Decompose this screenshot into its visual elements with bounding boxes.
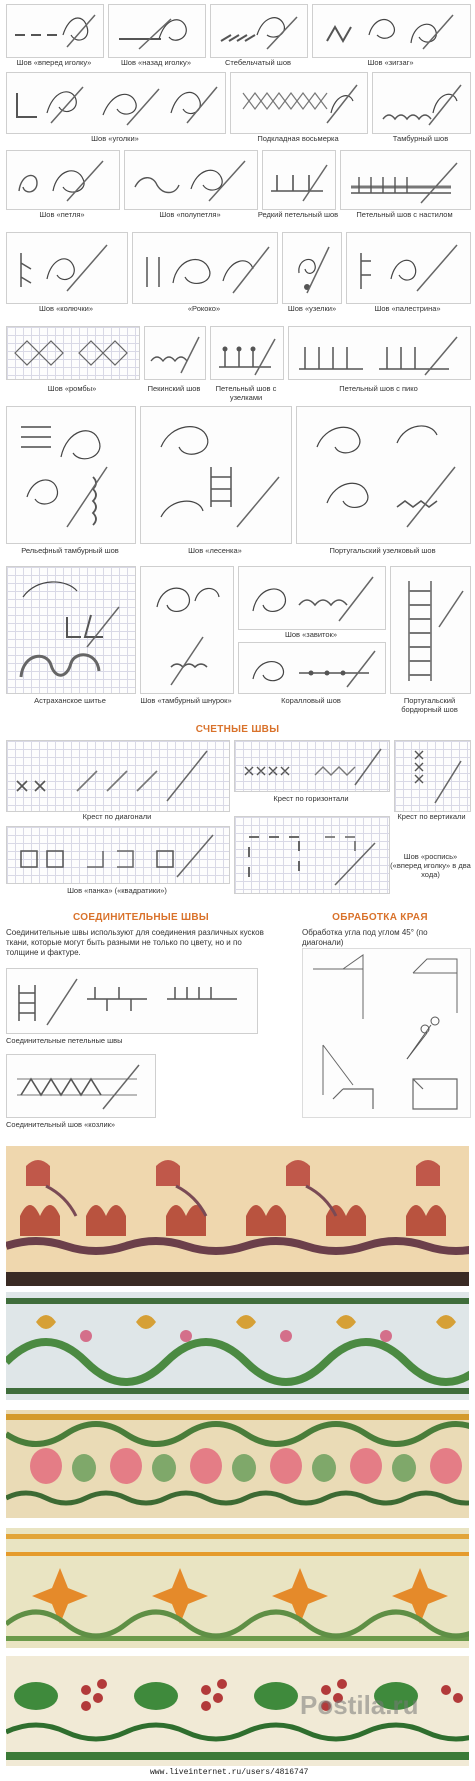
caption-nazad: Шов «назад иголку» <box>120 58 192 67</box>
caption-astrakhanskoe: Астраханское шитье <box>34 696 106 705</box>
portugalsky-uzelkovy-illustration <box>297 407 470 543</box>
caption-stebelchaty: Стебельчатый шов <box>225 58 291 67</box>
caption-pekinsky: Пекинский шов <box>147 384 201 393</box>
panel-lesenka <box>140 406 292 544</box>
section-title-counted: СЧЕТНЫЕ ШВЫ <box>195 724 280 735</box>
panel-tamburny <box>372 72 471 134</box>
panel-petlya <box>6 150 120 210</box>
panel-zavitok <box>238 566 386 630</box>
zavitok-illustration <box>239 567 385 629</box>
caption-s-piko: Петельный шов с пико <box>339 384 418 393</box>
caption-lesenka: Шов «лесенка» <box>188 546 242 555</box>
caption-zavitok: Шов «завиток» <box>284 630 338 639</box>
panel-vosmerka <box>230 72 368 134</box>
panel-stebelchaty <box>210 4 308 58</box>
caption-vosmerka: Подкладная восьмерка <box>257 134 339 143</box>
panel-krest-gor <box>234 740 390 792</box>
panel-rospis <box>234 816 390 894</box>
caption-bordyurny: Португальский бордюрный шов <box>401 696 458 714</box>
caption-rospis: Шов «роспись» («вперед иголку» в два хода) <box>390 852 471 879</box>
footer-url: www.liveinternet.ru/users/4816747 <box>150 1768 309 1777</box>
tamburny-illustration <box>373 73 470 133</box>
panel-ugol-45 <box>302 948 471 1118</box>
caption-zigzag: Шов «зигзаг» <box>367 58 414 67</box>
ugolki-illustration <box>7 73 225 133</box>
panel-zigzag <box>312 4 471 58</box>
caption-ugol-45: Обработка угла под углом 45° (по диагонали) <box>302 928 428 947</box>
panel-nastilom <box>340 150 471 210</box>
embroidery-band-tulips <box>6 1146 469 1272</box>
panel-portugalsky-uzelkovy <box>296 406 471 544</box>
zigzag-illustration <box>313 5 470 57</box>
section-title-edge: ОБРАБОТКА КРАЯ <box>332 912 428 923</box>
panel-relefny <box>6 406 136 544</box>
panel-soed-petelnye <box>6 968 258 1034</box>
rospis-illustration <box>235 817 389 893</box>
band-divider-1 <box>6 1272 469 1286</box>
caption-kozlik: Соединительный шов «козлик» <box>6 1120 116 1129</box>
rokoko-illustration <box>133 233 277 303</box>
kolyuchki-illustration <box>7 233 127 303</box>
leaves-pattern <box>6 1292 469 1400</box>
caption-portugalsky-uzelkovy: Португальский узелковый шов <box>329 546 436 555</box>
caption-krest-diag: Крест по диагонали <box>82 812 152 821</box>
panel-kolyuchki <box>6 232 128 304</box>
panel-pekinsky <box>144 326 206 380</box>
uzelki-illustration <box>283 233 341 303</box>
embroidery-band-stars <box>6 1528 469 1648</box>
caption-kolyuchki: Шов «колючки» <box>38 304 94 313</box>
shnurok-illustration <box>141 567 233 693</box>
caption-vpered: Шов «вперед иголку» <box>16 58 92 67</box>
caption-petlya: Шов «петля» <box>39 210 85 219</box>
caption-rokoko: «Рококо» <box>187 304 221 313</box>
joining-description: Соединительные швы используют для соединения различных кусков ткани, которые могут быть разными не только по цвету, но и по толщине и фактуре. <box>6 928 264 957</box>
embroidery-band-roses <box>6 1410 469 1518</box>
astrakhanskoe-illustration <box>7 567 135 693</box>
caption-palestrina: Шов «палестрина» <box>374 304 441 313</box>
panel-kozlik <box>6 1054 156 1118</box>
soed-petelnye-illustration <box>7 969 257 1033</box>
vosmerka-illustration <box>231 73 367 133</box>
panka-illustration <box>7 827 229 883</box>
caption-polupetlya: Шов «полупетля» <box>159 210 221 219</box>
pekinsky-illustration <box>145 327 205 379</box>
caption-uzelki: Шов «узелки» <box>287 304 337 313</box>
polupetlya-illustration <box>125 151 257 209</box>
caption-korallovy: Коралловый шов <box>281 696 341 705</box>
panel-shnurok <box>140 566 234 694</box>
s-uzelkami-illustration <box>211 327 283 379</box>
caption-nastilom: Петельный шов с настилом <box>356 210 453 219</box>
caption-redky: Редкий петельный шов <box>257 210 339 219</box>
palestrina-illustration <box>347 233 470 303</box>
panel-rokoko <box>132 232 278 304</box>
krest-vert-illustration <box>395 741 470 811</box>
panel-panka <box>6 826 230 884</box>
panel-astrakhanskoe <box>6 566 136 694</box>
panel-palestrina <box>346 232 471 304</box>
panel-krest-diag <box>6 740 230 812</box>
nastilom-illustration <box>341 151 470 209</box>
s-piko-illustration <box>289 327 470 379</box>
panel-s-uzelkami <box>210 326 284 380</box>
watermark-logo: Postila.ru <box>300 1690 419 1720</box>
panel-romby <box>6 326 140 380</box>
caption-krest-gor: Крест по горизонтали <box>273 794 349 803</box>
caption-s-uzelkami: Петельный шов с узелками <box>215 384 277 402</box>
caption-shnurok: Шов «тамбурный шнурок» <box>140 696 232 705</box>
panel-ugolki <box>6 72 226 134</box>
panel-korallovy <box>238 642 386 694</box>
stars-pattern <box>6 1528 469 1648</box>
embroidery-band-leaves <box>6 1292 469 1400</box>
panel-vpered <box>6 4 104 58</box>
relefny-illustration <box>7 407 135 543</box>
caption-tamburny: Тамбурный шов <box>392 134 449 143</box>
bordyurny-illustration <box>391 567 470 693</box>
caption-romby: Шов «ромбы» <box>47 384 97 393</box>
caption-relefny: Рельефный тамбурный шов <box>21 546 119 555</box>
panel-redky <box>262 150 336 210</box>
kozlik-illustration <box>7 1055 155 1117</box>
krest-diag-illustration <box>7 741 229 811</box>
panel-bordyurny <box>390 566 471 694</box>
panel-uzelki <box>282 232 342 304</box>
korallovy-illustration <box>239 643 385 693</box>
panel-nazad <box>108 4 206 58</box>
caption-ugolki: Шов «уголки» <box>91 134 139 143</box>
tulips-pattern <box>6 1146 469 1272</box>
section-title-joining: СОЕДИНИТЕЛЬНЫЕ ШВЫ <box>72 912 210 923</box>
krest-gor-illustration <box>235 741 389 791</box>
petlya-illustration <box>7 151 119 209</box>
caption-panka: Шов «панка» («квадратики») <box>67 886 167 895</box>
roses-pattern <box>6 1410 469 1518</box>
romby-illustration <box>7 327 139 379</box>
panel-krest-vert <box>394 740 471 812</box>
panel-s-piko <box>288 326 471 380</box>
lesenka-illustration <box>141 407 291 543</box>
ugol-45-illustration <box>303 949 470 1117</box>
vpered-illustration <box>7 5 103 57</box>
caption-soed-petelnye: Соединительные петельные швы <box>6 1036 123 1045</box>
stebelchaty-illustration <box>211 5 307 57</box>
nazad-illustration <box>109 5 205 57</box>
caption-krest-vert: Крест по вертикали <box>397 812 466 821</box>
redky-illustration <box>263 151 335 209</box>
panel-polupetlya <box>124 150 258 210</box>
